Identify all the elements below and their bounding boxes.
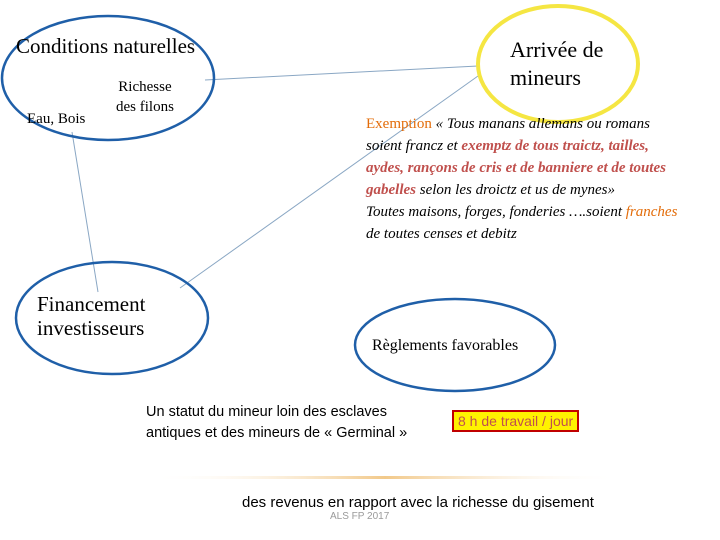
work-hours-badge: 8 h de travail / jour xyxy=(452,410,579,432)
revenus-text: des revenus en rapport avec la richesse du gisement xyxy=(242,494,594,511)
separator-line xyxy=(150,476,620,479)
node-conditions-naturelles: Conditions naturelles xyxy=(16,34,196,58)
arrivee-line-2: mineurs xyxy=(510,65,581,90)
node-eau-bois: Eau, Bois xyxy=(27,111,86,127)
exemption-part-6: de toutes censes et debitz xyxy=(366,226,517,242)
exemption-part-4: Toutes maisons, forges, fonderies ….soient xyxy=(366,204,626,220)
exemption-part-3: selon les droictz et us de mynes» xyxy=(416,182,615,198)
exemption-part-5: franches xyxy=(625,204,678,220)
richesse-line-1: Richesse xyxy=(118,79,172,95)
link-conditions-arrivee xyxy=(205,66,478,80)
footer-credit: ALS FP 2017 xyxy=(330,511,390,522)
richesse-line-2: des filons xyxy=(116,99,174,115)
node-reglements-favorables: Règlements favorables xyxy=(372,337,519,354)
financement-line-2: investisseurs xyxy=(37,316,145,340)
financement-line-1: Financement xyxy=(37,292,146,316)
arrivee-line-1: Arrivée de xyxy=(510,37,604,62)
exemption-part-2: exemptz de tous traictz, tailles, aydes, rançons de cris et de banniere et de toutes gabelles xyxy=(366,138,666,198)
node-arrivee-mineurs xyxy=(510,36,603,92)
node-richesse-filons xyxy=(116,77,174,117)
link-conditions-financement xyxy=(72,132,98,292)
exemption-text xyxy=(366,113,680,245)
statut-text: Un statut du mineur loin des esclaves antiques et des mineurs de « Germinal » xyxy=(146,404,408,441)
exemption-word: Exemption xyxy=(366,116,432,132)
exemption-part-1: « Tous manans allemans ou romans soient francz et xyxy=(366,116,650,154)
node-financement-investisseurs xyxy=(37,292,145,340)
